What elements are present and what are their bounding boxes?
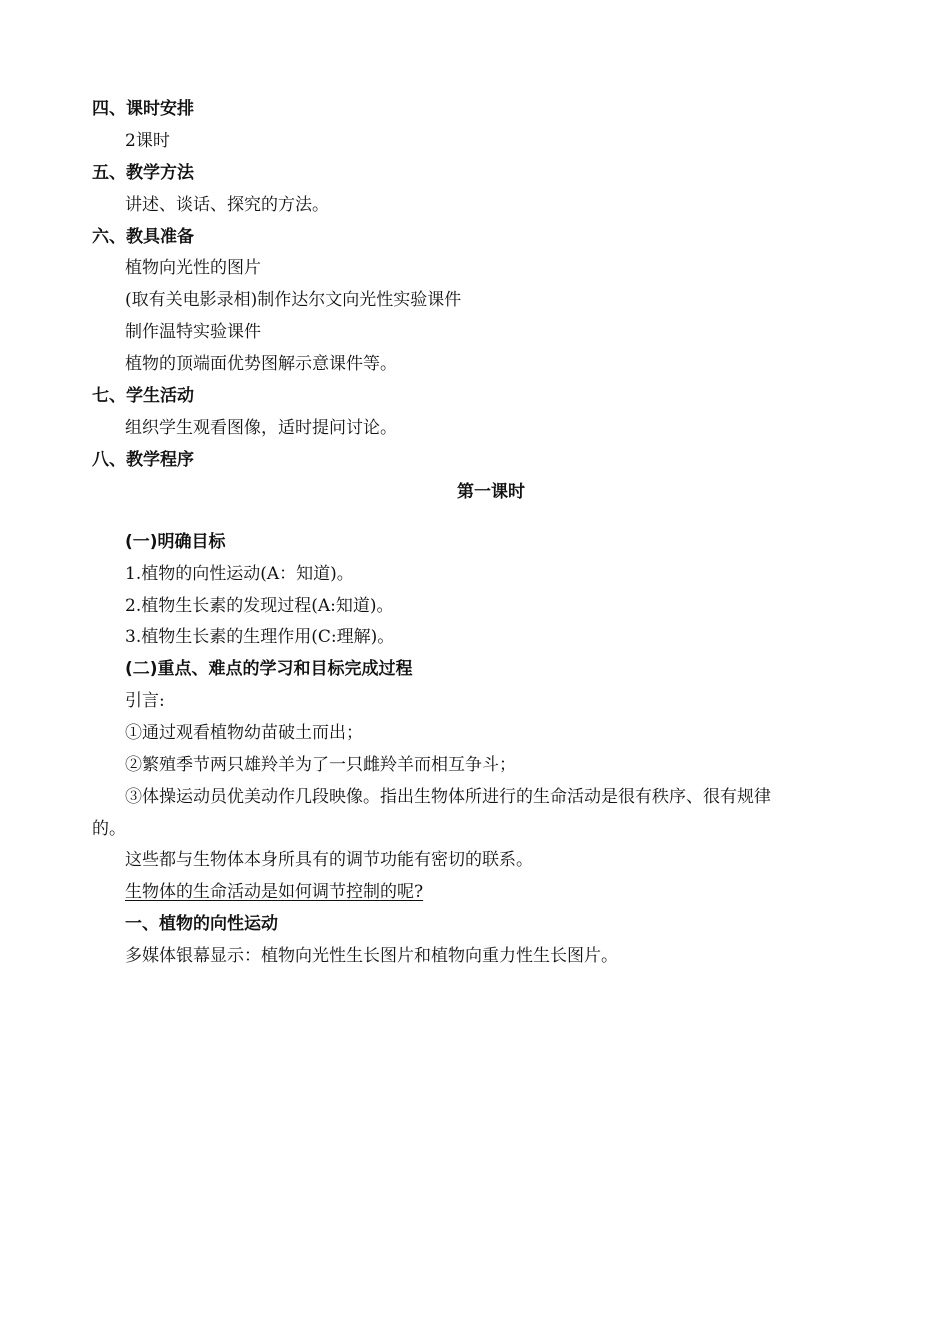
section-6-item: 植物向光性的图片 xyxy=(125,258,261,278)
goals-title: (一)明确目标 xyxy=(125,532,226,552)
goal-item: 1.植物的向性运动(A：知道)。 xyxy=(125,564,354,584)
lesson-title: 第一课时 xyxy=(457,482,525,502)
section-4-title: 四、课时安排 xyxy=(92,99,194,119)
section-5-body: 讲述、谈话、探究的方法。 xyxy=(125,195,329,215)
section-7-title: 七、学生活动 xyxy=(92,386,194,406)
goal-item: 3.植物生长素的生理作用(C:理解)。 xyxy=(125,627,395,647)
relation-text: 这些都与生物体本身所具有的调节功能有密切的联系。 xyxy=(125,850,533,870)
guiding-question: 生物体的生命活动是如何调节控制的呢? xyxy=(125,882,424,902)
intro-label: 引言: xyxy=(125,691,165,711)
section-6-item: 制作温特实验课件 xyxy=(125,322,261,342)
section-8-title: 八、教学程序 xyxy=(92,450,194,470)
intro-item-long: ③体操运动员优美动作几段映像。指出生物体所进行的生命活动是很有秩序、很有规律 xyxy=(125,787,771,807)
intro-item: ②繁殖季节两只雄羚羊为了一只雌羚羊而相互争斗； xyxy=(125,755,516,775)
section-6-title: 六、教具准备 xyxy=(92,227,194,247)
process-title: (二)重点、难点的学习和目标完成过程 xyxy=(125,659,413,679)
section-7-body: 组织学生观看图像，适时提问讨论。 xyxy=(125,418,397,438)
intro-item-long-continuation: 的。 xyxy=(92,819,126,839)
part-1-body: 多媒体银幕显示：植物向光性生长图片和植物向重力性生长图片。 xyxy=(125,946,618,966)
section-5-title: 五、教学方法 xyxy=(92,163,194,183)
section-6-item: (取有关电影录相)制作达尔文向光性实验课件 xyxy=(125,290,462,310)
goal-item: 2.植物生长素的发现过程(A:知道)。 xyxy=(125,596,394,616)
intro-item: ①通过观看植物幼苗破土而出； xyxy=(125,723,363,743)
section-4-body: 2课时 xyxy=(125,131,170,151)
section-6-item: 植物的顶端面优势图解示意课件等。 xyxy=(125,354,397,374)
part-1-title: 一、植物的向性运动 xyxy=(125,914,278,934)
